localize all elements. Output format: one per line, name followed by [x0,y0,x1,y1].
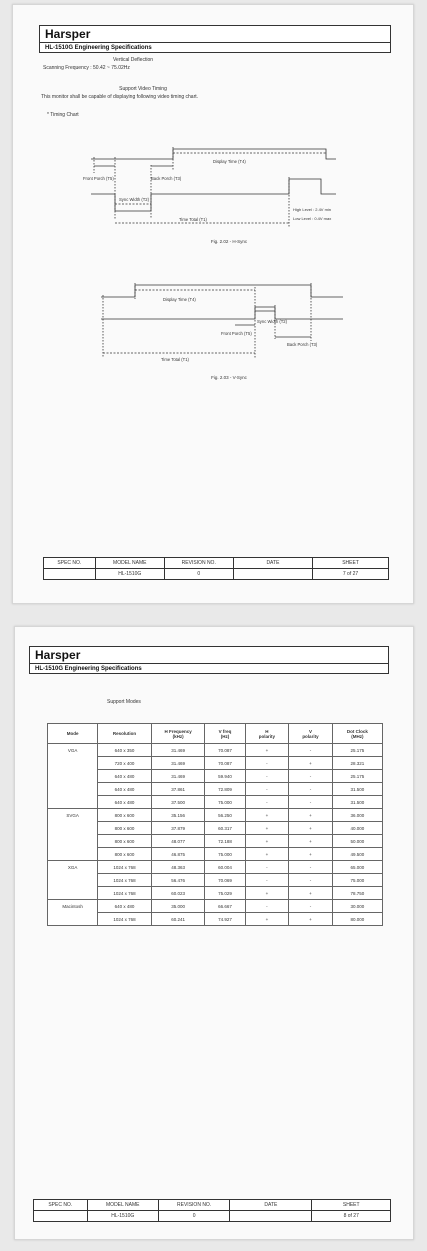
table-cell: 60.241 [151,913,205,926]
table-cell: 37.500 [151,796,205,809]
table-cell: 70.069 [205,874,245,887]
table-row [48,861,383,874]
vsync-diagram [81,279,371,384]
spec-title: HL-1510G Engineering Specifications [30,663,388,672]
hsync-front-porch-label: Front Porch (T5) [83,176,114,181]
table-cell: + [289,913,333,926]
mode-cell: XGA [48,861,98,900]
modes-header-line: Dot Clock [346,728,368,734]
spec-page-7 [12,4,414,604]
vertical-deflection-heading: Vertical Deflection [112,57,154,63]
table-cell: 78.750 [332,887,382,900]
table-row [48,848,383,861]
scanning-frequency: Scanning Frequency : 50.42 ~ 75.02Hz [43,65,130,71]
support-video-timing-heading: Support Video Timing [119,86,167,92]
table-cell: 50.000 [332,835,382,848]
modes-header-line: (MHz) [351,733,364,739]
footer-header-cell: SHEET [313,558,389,569]
footer-value-cell: 7 of 27 [313,569,389,580]
footer-table [43,557,389,580]
table-row [48,770,383,783]
table-cell: 35.000 [151,900,205,913]
hsync-time-total-label: Time Total (T1) [179,217,207,222]
table-cell: 56.476 [151,874,205,887]
hsync-diagram [81,139,371,249]
table-cell: 48.077 [151,835,205,848]
table-cell: 31.500 [332,796,382,809]
footer-header-cell: REVISION NO. [158,1200,229,1211]
table-cell: 640 x 480 [98,900,152,913]
table-cell: 800 x 600 [98,835,152,848]
table-cell: 28.321 [332,757,382,770]
hsync-caption: Fig. 2.02 - H-Sync [210,239,248,244]
table-cell: 72.809 [205,783,245,796]
table-cell: 66.667 [205,900,245,913]
table-cell: 75.000 [205,848,245,861]
table-cell: 800 x 600 [98,822,152,835]
hsync-sync-width-label: Sync Width (T2) [119,197,150,202]
table-cell: - [245,783,289,796]
footer-value-cell: 0 [158,1211,229,1222]
table-cell: 25.175 [332,744,382,757]
modes-header-cell [245,724,289,744]
table-row [48,809,383,822]
footer-header-cell: DATE [230,1200,312,1211]
table-cell: - [245,861,289,874]
table-cell: 48.363 [151,861,205,874]
table-cell: - [289,783,333,796]
table-cell: + [289,809,333,822]
table-cell: 640 x 480 [98,796,152,809]
footer-value-cell [34,1211,88,1222]
table-cell: 800 x 600 [98,848,152,861]
mode-cell: VGA [48,744,98,809]
page-header [39,25,391,53]
modes-header-line: Mode [66,731,79,736]
vsync-front-porch-label: Front Porch (T5) [221,331,252,336]
footer-value-cell [44,569,96,580]
modes-header-line: polarity [302,733,319,739]
table-cell: 1024 x 768 [98,874,152,887]
table-cell: + [245,848,289,861]
hsync-high-level-label: High Level : 2.4V min [293,207,332,212]
table-cell: - [245,796,289,809]
table-cell: - [289,861,333,874]
table-cell: - [245,874,289,887]
table-cell: 60.023 [151,887,205,900]
table-cell: 25.175 [332,770,382,783]
table-cell: 70.087 [205,757,245,770]
hsync-back-porch-label: Back Porch (T3) [151,176,182,181]
mode-cell: SVGA [48,809,98,861]
page-header [29,646,389,674]
timing-chart-label: * Timing Chart [47,112,79,118]
table-cell: + [289,757,333,770]
table-cell: 1024 x 768 [98,887,152,900]
table-cell: 46.875 [151,848,205,861]
table-cell: 49.500 [332,848,382,861]
table-cell: + [289,835,333,848]
table-cell: 72.188 [205,835,245,848]
table-row [48,757,383,770]
table-cell: 60.317 [205,822,245,835]
modes-header-cell [48,724,98,744]
modes-header-line: V freq [218,728,232,734]
footer-header-cell: SPEC NO. [44,558,96,569]
footer-value-row [44,569,389,580]
footer-header-row [34,1200,391,1211]
table-row [48,822,383,835]
footer-value-cell [230,1211,312,1222]
table-cell: - [245,770,289,783]
table-cell: 30.000 [332,900,382,913]
modes-header-line: H [265,728,269,734]
table-row [48,744,383,757]
table-cell: 70.087 [205,744,245,757]
table-cell: + [245,744,289,757]
modes-header-line: polarity [258,733,276,739]
table-row [48,900,383,913]
table-cell: 640 x 480 [98,770,152,783]
footer-value-row [34,1211,391,1222]
footer-value-cell [233,569,312,580]
table-cell: + [245,835,289,848]
footer-value-cell: 0 [164,569,233,580]
modes-header-line: (kHz) [172,733,184,739]
modes-header-row [48,724,383,744]
table-cell: 65.000 [332,861,382,874]
table-cell: 640 x 480 [98,783,152,796]
footer-header-cell: MODEL NAME [87,1200,158,1211]
table-cell: 75.000 [205,796,245,809]
table-cell: 31.469 [151,757,205,770]
footer-value-cell: HL-1510G [95,569,164,580]
table-row [48,913,383,926]
table-cell: 56.250 [205,809,245,822]
vsync-display-time-label: Display Time (T4) [163,297,196,302]
table-cell: 59.940 [205,770,245,783]
vsync-sync-width-label: Sync Width (T2) [257,319,288,324]
footer-header-cell: REVISION NO. [164,558,233,569]
brand-name: Harsper [35,648,81,662]
table-cell: 31.469 [151,770,205,783]
modes-header-cell [98,724,152,744]
table-cell: 31.500 [332,783,382,796]
footer-header-cell: MODEL NAME [95,558,164,569]
table-cell: + [245,822,289,835]
table-cell: - [289,744,333,757]
modes-header-cell [332,724,382,744]
modes-header-cell [151,724,205,744]
support-video-timing-text: This monitor shall be capable of displaying following video timing chart. [41,94,199,100]
support-modes-table [47,723,383,926]
table-cell: + [289,887,333,900]
modes-header-cell [289,724,333,744]
table-cell: 60.004 [205,861,245,874]
table-cell: - [289,900,333,913]
table-cell: 75.029 [205,887,245,900]
table-cell: + [289,848,333,861]
modes-header-line: V [308,728,312,734]
modes-header-cell [205,724,245,744]
table-cell: 37.879 [151,822,205,835]
table-cell: - [289,796,333,809]
table-cell: - [245,757,289,770]
table-cell: 75.000 [332,874,382,887]
modes-header-line: Resolution [112,731,137,736]
footer-value-cell: 8 of 27 [312,1211,391,1222]
brand-name: Harsper [45,27,91,41]
table-cell: 800 x 600 [98,809,152,822]
support-modes-label: Support Modes [107,699,141,705]
table-cell: 31.469 [151,744,205,757]
table-cell: 74.927 [205,913,245,926]
hsync-low-level-label: Low Level : 0.4V max [293,216,332,221]
footer-table [33,1199,391,1222]
table-row [48,874,383,887]
table-cell: 40.000 [332,822,382,835]
modes-header-line: H Frequency [164,728,192,734]
footer-header-cell: DATE [233,558,312,569]
table-cell: + [245,809,289,822]
mode-cell: Macintosh [48,900,98,926]
table-cell: 1024 x 768 [98,861,152,874]
table-row [48,783,383,796]
table-cell: 36.000 [332,809,382,822]
footer-header-cell: SPEC NO. [34,1200,88,1211]
table-cell: + [245,913,289,926]
table-cell: - [289,770,333,783]
table-row [48,887,383,900]
hsync-display-time-label: Display Time (T4) [213,159,246,164]
table-cell: 640 x 350 [98,744,152,757]
table-cell: + [245,887,289,900]
table-cell: 37.861 [151,783,205,796]
table-cell: 1024 x 768 [98,913,152,926]
vsync-back-porch-label: Back Porch (T3) [287,342,318,347]
table-row [48,835,383,848]
modes-header-line: (Hz) [220,733,230,739]
footer-header-cell: SHEET [312,1200,391,1211]
table-cell: - [245,900,289,913]
table-cell: 720 x 400 [98,757,152,770]
vsync-time-total-label: Time Total (T1) [161,357,189,362]
footer-header-row [44,558,389,569]
table-cell: 80.000 [332,913,382,926]
spec-page-8 [14,626,414,1240]
table-cell: - [289,874,333,887]
spec-title: HL-1510G Engineering Specifications [40,42,390,51]
table-row [48,796,383,809]
table-cell: 35.156 [151,809,205,822]
vsync-caption: Fig. 2.03 - V-Sync [211,375,247,380]
footer-value-cell: HL-1510G [87,1211,158,1222]
table-cell: + [289,822,333,835]
